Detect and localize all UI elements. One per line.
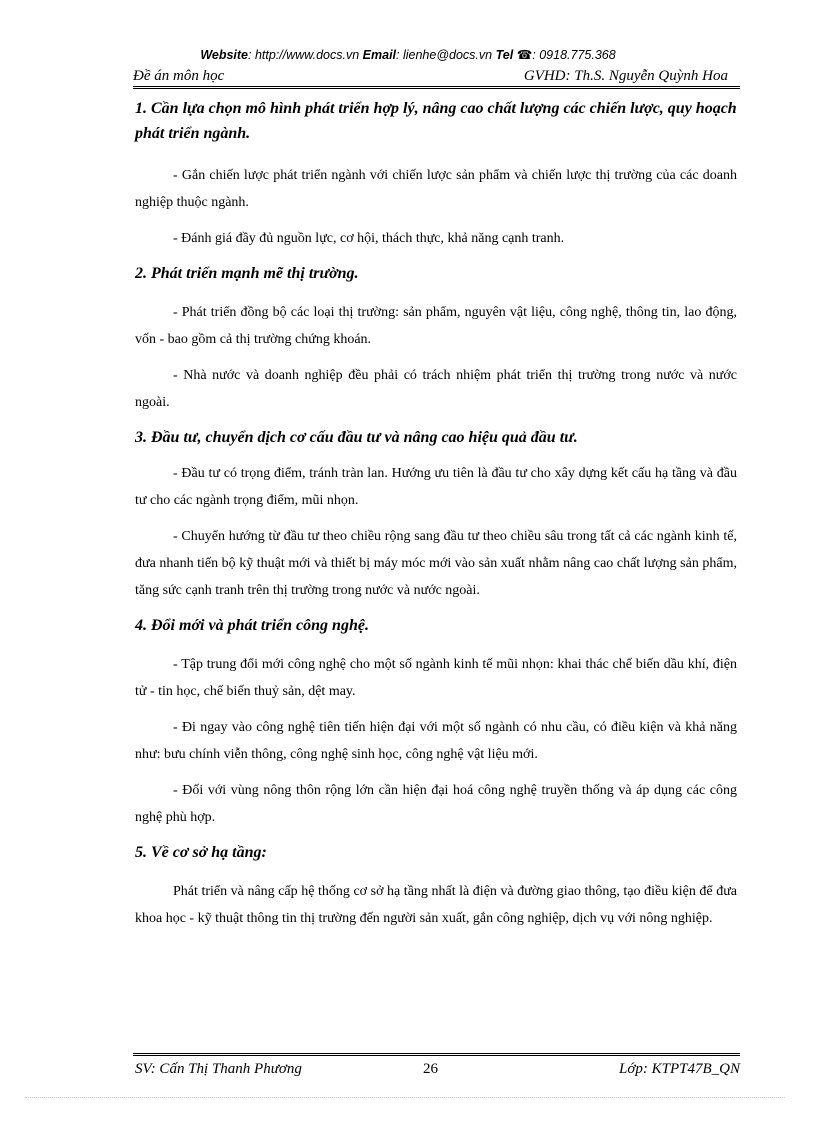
website-bar [0, 47, 816, 62]
section-2-para-2: - Nhà nước và doanh nghiệp đều phải có trách nhiệm phát triển thị trường trong nước và nước ngoài. [135, 368, 737, 410]
email-value: : lienhe@docs.vn [396, 48, 493, 62]
header-course: Đề án môn học [133, 68, 225, 84]
section-1-para-1: - Gắn chiến lược phát triển ngành với chiến lược sản phẩm và chiến lược thị trường của các doanh nghiệp thuộc ngành. [135, 168, 737, 210]
website-label: Website [200, 48, 249, 62]
header-advisor: GVHD: Th.S. Nguyễn Quỳnh Hoa [523, 68, 728, 84]
section-2-heading: 2. Phát triển mạnh mẽ thị trường. [135, 265, 359, 282]
section-5-heading: 5. Về cơ sở hạ tầng: [135, 844, 267, 861]
section-4-para-1: - Tập trung đổi mới công nghệ cho một số ngành kinh tế mũi nhọn: khai thác chế biến dầu khí, điện tử - tin học, chế biến thuỷ sản, dệt may. [135, 657, 737, 699]
tel-label: Tel [495, 48, 514, 62]
page-footer [133, 1053, 740, 1080]
page-header [133, 66, 740, 89]
section-3-para-2: - Chuyển hướng từ đầu tư theo chiều rộng sang đầu tư theo chiều sâu trong tất cả các ngành kinh tế, đưa nhanh tiến bộ kỹ thuật mới và thiết bị máy móc mới vào sản xuất nhằm nâng cao chất lượng sản phẩm, tăng sức cạnh tranh trên thị trường trong nước và nước ngoài. [135, 529, 737, 598]
page-number: 26 [423, 1061, 438, 1077]
section-2-para-1: - Phát triển đồng bộ các loại thị trường: sản phẩm, nguyên vật liệu, công nghệ, thông tin, lao động, vốn - bao gồm cả thị trường chứng khoán. [135, 305, 737, 347]
section-4-para-2: - Đi ngay vào công nghệ tiên tiến hiện đại với một số ngành có nhu cầu, có điều kiện và khả năng như: bưu chính viễn thông, công nghệ sinh học, công nghệ vật liệu mới. [135, 720, 737, 762]
section-4-heading: 4. Đổi mới và phát triển công nghệ. [135, 617, 369, 634]
section-1-para-2: - Đánh giá đầy đủ nguồn lực, cơ hội, thách thực, khả năng cạnh tranh. [173, 231, 565, 246]
phone-icon: ☎ [516, 48, 533, 62]
website-value: : http://www.docs.vn [248, 48, 360, 62]
tel-value: : 0918.775.368 [532, 48, 616, 62]
section-4-para-3: - Đối với vùng nông thôn rộng lớn cần hiện đại hoá công nghệ truyền thống và áp dụng các công nghệ phù hợp. [135, 783, 737, 825]
footer-class: Lớp: KTPT47B_QN [619, 1061, 740, 1077]
section-3-para-1: - Đầu tư có trọng điểm, tránh tràn lan. Hướng ưu tiên là đầu tư cho xây dựng kết cấu hạ tầng và đầu tư cho các ngành trọng điểm, mũi nhọn. [135, 466, 737, 508]
document-body [135, 92, 737, 932]
email-label: Email [362, 48, 397, 62]
page-bottom-divider [25, 1097, 785, 1098]
footer-student: SV: Cấn Thị Thanh Phương [135, 1061, 302, 1077]
section-5-para-1: Phát triển và nâng cấp hệ thống cơ sở hạ tầng nhất là điện và đường giao thông, tạo điều kiện để đưa khoa học - kỹ thuật thông tin thị trường đến người sản xuất, gắn công nghiệp, dịch vụ với nông nghiệp. [135, 884, 737, 926]
section-1-heading: 1. Cần lựa chọn mô hình phát triển hợp lý, nâng cao chất lượng các chiến lược, quy hoạch phát triển ngành. [135, 100, 737, 142]
section-3-heading: 3. Đầu tư, chuyển dịch cơ cấu đầu tư và nâng cao hiệu quả đầu tư. [135, 429, 578, 446]
